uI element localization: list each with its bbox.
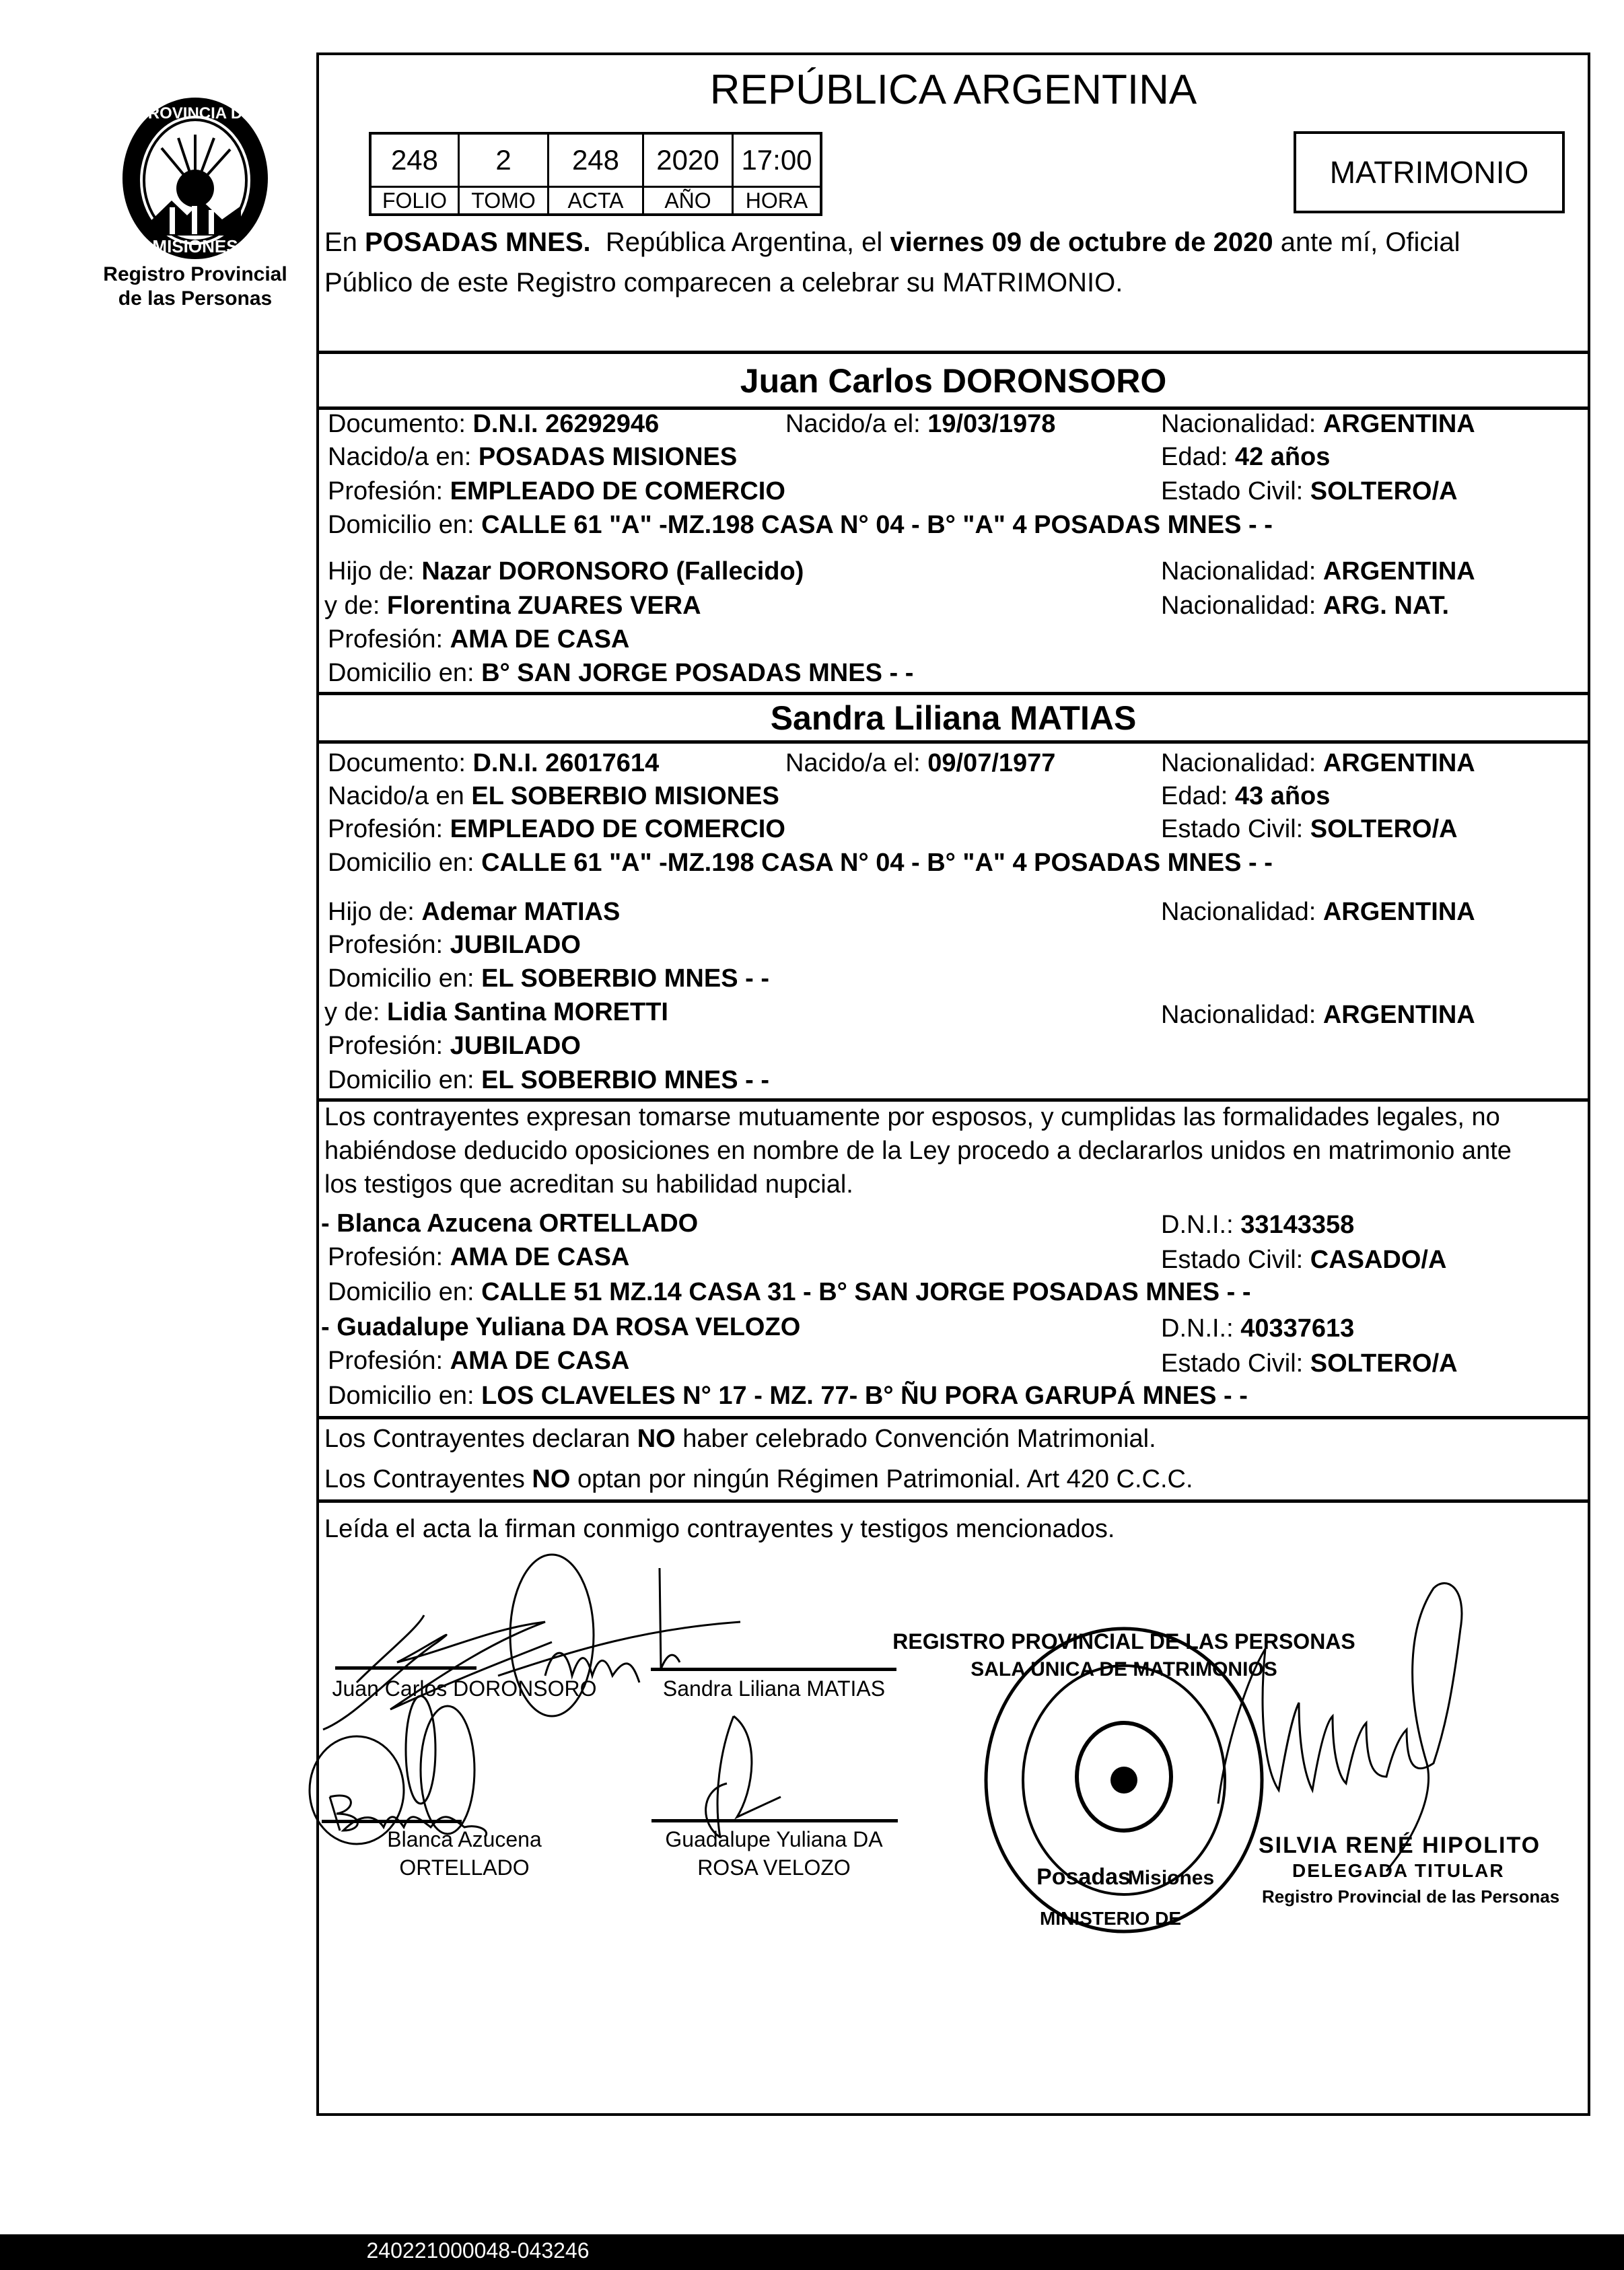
spouse1-birthplace: Nacido/a en: POSADAS MISIONES <box>328 443 738 471</box>
spouse2-nationality: Nacionalidad: ARGENTINA <box>1161 749 1475 777</box>
spouse1-father: Hijo de: Nazar DORONSORO (Fallecido) <box>328 557 804 586</box>
spouse2-mother-profession: Profesión: JUBILADO <box>328 1032 581 1060</box>
spouse2-civil-status: Estado Civil: SOLTERO/A <box>1161 815 1458 843</box>
spouse1-name: Juan Carlos DORONSORO <box>740 362 1167 400</box>
svg-text:Misiones: Misiones <box>1127 1867 1215 1889</box>
spouse1-age: Edad: 42 años <box>1161 443 1331 471</box>
declaration-line-1: Los contrayentes expresan tomarse mutuamente por esposos, y cumplidas las formalidades legales, no <box>324 1103 1500 1131</box>
signature-line <box>651 1668 896 1671</box>
spouse2-name: Sandra Liliana MATIAS <box>770 699 1137 737</box>
svg-text:SALA UNICA DE MATRIMONIOS: SALA UNICA DE MATRIMONIOS <box>970 1658 1277 1680</box>
spouse2-birthdate: Nacido/a el: 09/07/1977 <box>785 749 1056 777</box>
spouse2-father-profession: Profesión: JUBILADO <box>328 931 581 959</box>
spouse2-father: Hijo de: Ademar MATIAS <box>328 898 621 926</box>
divider <box>316 1499 1590 1503</box>
spouse2-birthplace: Nacido/a en EL SOBERBIO MISIONES <box>328 782 779 810</box>
anio-value: 2020 <box>643 133 733 187</box>
document-title: REPÚBLICA ARGENTINA <box>709 67 1197 113</box>
witness1-civil-status: Estado Civil: CASADO/A <box>1161 1246 1447 1274</box>
divider <box>316 740 1590 744</box>
misiones-seal-icon <box>108 87 283 269</box>
officer-title: DELEGADA TITULAR <box>1292 1860 1505 1881</box>
officer-name: SILVIA RENÉ HIPOLITO <box>1259 1833 1541 1858</box>
spouse2-profession: Profesión: EMPLEADO DE COMERCIO <box>328 815 785 843</box>
anio-label: AÑO <box>643 187 733 215</box>
witness2-civil-status: Estado Civil: SOLTERO/A <box>1161 1349 1458 1378</box>
spouse1-mother-profession: Profesión: AMA DE CASA <box>328 625 630 653</box>
spouse1-mother-nationality: Nacionalidad: ARG. NAT. <box>1161 592 1450 620</box>
spouse1-mother: y de: Florentina ZUARES VERA <box>324 592 701 620</box>
signature-caption-spouse1: Juan Carlos DORONSORO <box>332 1676 597 1701</box>
spouse2-mother: y de: Lidia Santina MORETTI <box>324 998 668 1026</box>
spouse1-mother-address: Domicilio en: B° SAN JORGE POSADAS MNES - - <box>328 659 914 687</box>
witness2-dni: D.N.I.: 40337613 <box>1161 1314 1355 1343</box>
logo-caption-line2: de las Personas <box>118 287 273 310</box>
witness2-profession: Profesión: AMA DE CASA <box>328 1347 630 1375</box>
convention-line-1: Los Contrayentes declaran NO haber celebrado Convención Matrimonial. <box>324 1425 1156 1453</box>
spouse2-father-nationality: Nacionalidad: ARGENTINA <box>1161 898 1475 926</box>
spouse1-civil-status: Estado Civil: SOLTERO/A <box>1161 477 1458 505</box>
witness1-name: - Blanca Azucena ORTELLADO <box>321 1209 699 1238</box>
scan-footer-bar <box>0 2234 1624 2270</box>
svg-text:Posadas: Posadas <box>1036 1864 1131 1890</box>
spouse1-documento: Documento: D.N.I. 26292946 <box>328 410 660 438</box>
signature-line <box>335 1666 476 1670</box>
acta-label: ACTA <box>549 187 643 215</box>
signature-caption-witness2: Guadalupe Yuliana DA ROSA VELOZO <box>665 1827 883 1880</box>
closing-statement: Leída el acta la firman conmigo contrayentes y testigos mencionados. <box>324 1515 1115 1543</box>
province-seal-logo <box>108 87 283 269</box>
spouse2-father-address: Domicilio en: EL SOBERBIO MNES - - <box>328 964 769 993</box>
spouse2-documento: Documento: D.N.I. 26017614 <box>328 749 660 777</box>
spouse1-profession: Profesión: EMPLEADO DE COMERCIO <box>328 477 785 505</box>
signature-line <box>651 1819 898 1822</box>
spouse2-address: Domicilio en: CALLE 61 "A" -MZ.198 CASA N° 04 - B° "A" 4 POSADAS MNES - - <box>328 849 1273 877</box>
spouse2-age: Edad: 43 años <box>1161 782 1331 810</box>
logo-caption-line1: Registro Provincial <box>103 263 287 285</box>
record-type-box: MATRIMONIO <box>1294 131 1565 213</box>
witness1-profession: Profesión: AMA DE CASA <box>328 1243 630 1271</box>
divider <box>316 351 1590 354</box>
acta-value: 248 <box>549 133 643 187</box>
spouse1-nationality: Nacionalidad: ARGENTINA <box>1161 410 1475 438</box>
folio-label: FOLIO <box>370 187 459 215</box>
intro-line-2: Público de este Registro comparecen a celebrar su MATRIMONIO. <box>324 268 1123 297</box>
witness1-address: Domicilio en: CALLE 51 MZ.14 CASA 31 - B° SAN JORGE POSADAS MNES - - <box>328 1278 1251 1306</box>
hora-value: 17:00 <box>733 133 822 187</box>
registry-table <box>369 132 822 216</box>
convention-line-2: Los Contrayentes NO optan por ningún Régimen Patrimonial. Art 420 C.C.C. <box>324 1465 1193 1493</box>
intro-line-1: En POSADAS MNES. República Argentina, el viernes 09 de octubre de 2020 ante mí, Oficial <box>324 227 1460 257</box>
tomo-label: TOMO <box>459 187 549 215</box>
declaration-line-3: los testigos que acreditan su habilidad nupcial. <box>324 1170 853 1199</box>
divider <box>316 1098 1590 1102</box>
witness2-name: - Guadalupe Yuliana DA ROSA VELOZO <box>321 1313 801 1341</box>
folio-value: 248 <box>370 133 459 187</box>
spouse1-birthdate: Nacido/a el: 19/03/1978 <box>785 410 1056 438</box>
hora-label: HORA <box>733 187 822 215</box>
divider <box>316 692 1590 695</box>
svg-text:MISIONES: MISIONES <box>152 236 238 256</box>
officer-organization: Registro Provincial de las Personas <box>1262 1886 1560 1907</box>
declaration-line-2: habiéndose deducido oposiciones en nombre de la Ley procedo a declararlos unidos en matrimonio ante <box>324 1137 1512 1165</box>
signature-caption-spouse2: Sandra Liliana MATIAS <box>662 1676 886 1701</box>
document-barcode-number: 240221000048-043246 <box>366 2238 590 2263</box>
spouse1-address: Domicilio en: CALLE 61 "A" -MZ.198 CASA N° 04 - B° "A" 4 POSADAS MNES - - <box>328 511 1273 539</box>
spouse1-father-nationality: Nacionalidad: ARGENTINA <box>1161 557 1475 586</box>
divider <box>316 1416 1590 1419</box>
witness2-address: Domicilio en: LOS CLAVELES N° 17 - MZ. 77- B° ÑU PORA GARUPÁ MNES - - <box>328 1382 1248 1410</box>
signature-line <box>322 1820 462 1823</box>
spouse2-mother-address: Domicilio en: EL SOBERBIO MNES - - <box>328 1066 769 1094</box>
svg-text:MINISTERIO DE: MINISTERIO DE <box>1039 1908 1182 1929</box>
svg-text:REGISTRO PROVINCIAL DE LAS PER: REGISTRO PROVINCIAL DE LAS PERSONAS <box>892 1629 1355 1654</box>
svg-text:PROVINCIA DE: PROVINCIA DE <box>137 104 254 122</box>
tomo-value: 2 <box>459 133 549 187</box>
signature-witness2-icon <box>673 1709 808 1844</box>
logo-caption <box>74 262 316 311</box>
signature-caption-witness1: Blanca Azucena ORTELLADO <box>387 1827 542 1880</box>
spouse2-mother-nationality: Nacionalidad: ARGENTINA <box>1161 1001 1475 1029</box>
witness1-dni: D.N.I.: 33143358 <box>1161 1211 1355 1239</box>
